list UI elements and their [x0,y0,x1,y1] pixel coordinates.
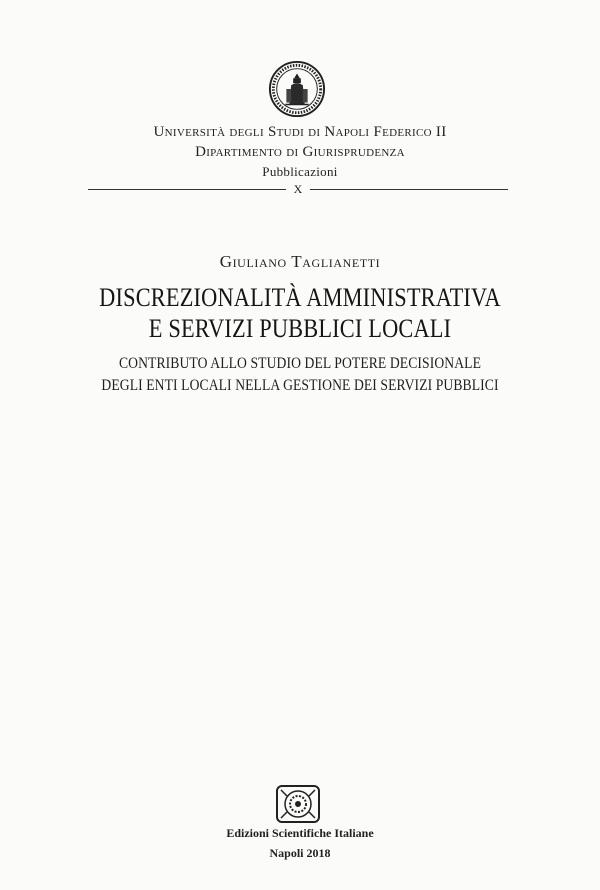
publication-place-year: Napoli 2018 [269,846,331,860]
book-subtitle-line-2: DEGLI ENTI LOCALI NELLA GESTIONE DEI SERVIZI PUBBLICI [101,377,499,394]
divider-left [88,189,286,190]
volume-number: X [293,181,303,196]
department-name: Dipartimento di Giurisprudenza [195,144,405,160]
book-subtitle-line-1: CONTRIBUTO ALLO STUDIO DEL POTERE DECISIONALE [118,355,481,372]
collection-name: Pubblicazioni [262,164,338,179]
volume-divider [88,180,508,198]
author-name: Giuliano Taglianetti [219,252,381,271]
publisher-name: Edizioni Scientifiche Italiane [226,826,374,840]
publisher-logo-icon [275,784,321,824]
book-title-line-2: E SERVIZI PUBBLICI LOCALI [148,314,452,343]
university-name: Università degli Studi di Napoli Federico II [153,124,447,140]
university-seal-icon [268,60,326,118]
book-title-line-1: DISCREZIONALITÀ AMMINISTRATIVA [99,283,501,312]
divider-right [310,189,508,190]
